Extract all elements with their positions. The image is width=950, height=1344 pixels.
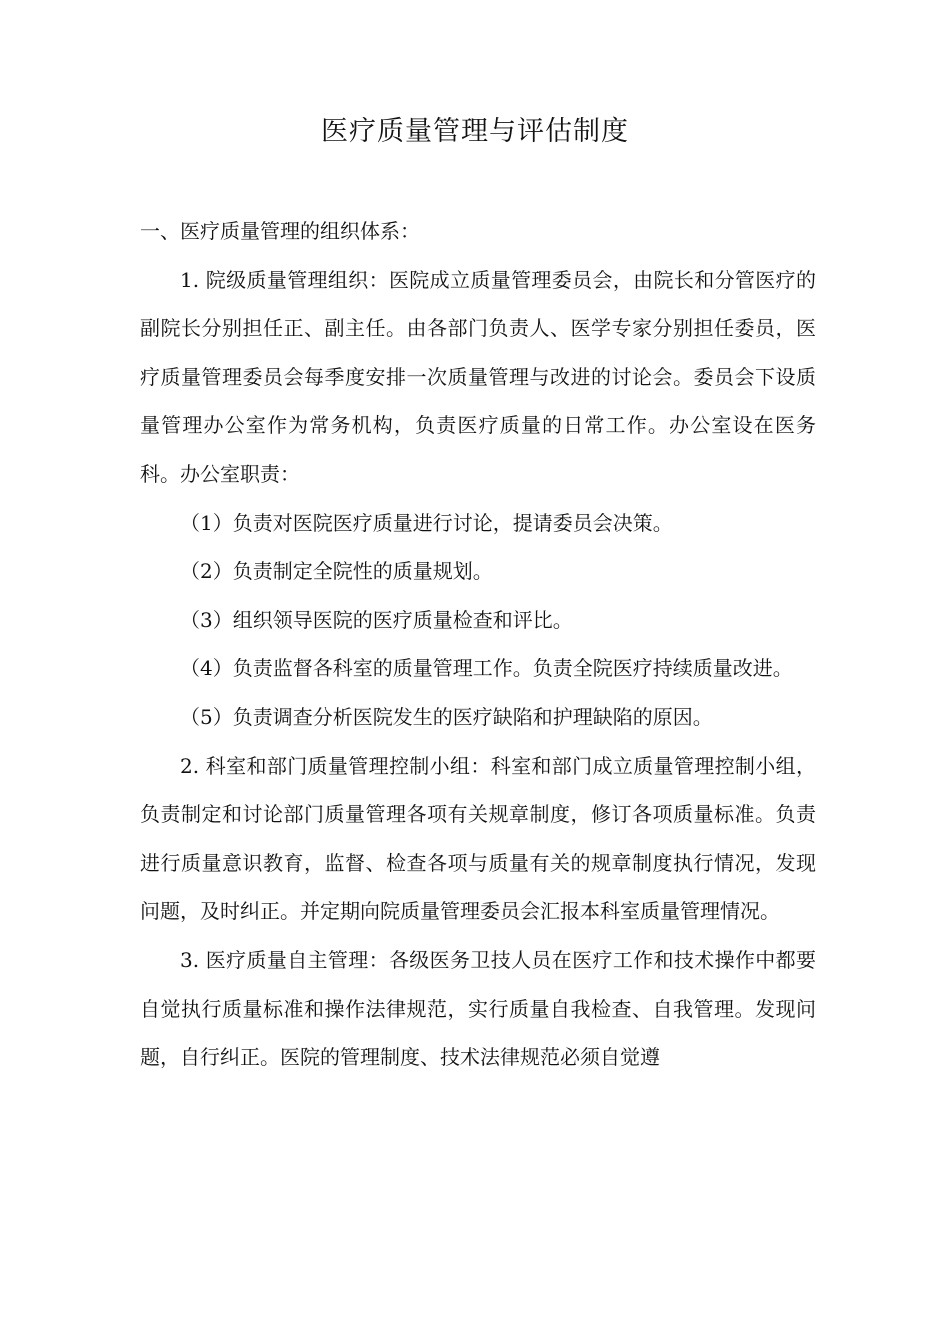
- page-title: 医疗质量管理与评估制度: [321, 116, 629, 147]
- duty-item-5: （5）负责调查分析医院发生的医疗缺陷和护理缺陷的原因。: [180, 704, 713, 729]
- document-body: [140, 207, 816, 1082]
- paragraph-item-2: 2. 科室和部门质量管理控制小组：科室和部门成立质量管理控制小组，负责制定和讨论部门质量管理各项有关规章制度，修订各项质量标准。负责进行质量意识教育，监督、检查各项与质量有关的规章制度执行情况，发现问题，及时纠正。并定期向院质量管理委员会汇报本科室质量管理情况。: [140, 753, 816, 924]
- section-heading: 一、医疗质量管理的组织体系：: [140, 219, 420, 243]
- duty-item-4: （4）负责监督各科室的质量管理工作。负责全院医疗持续质量改进。: [180, 656, 793, 681]
- duty-item-1: （1）负责对医院医疗质量进行讨论，提请委员会决策。: [180, 510, 673, 535]
- duty-item-3: （3）组织领导医院的医疗质量检查和评比。: [180, 607, 573, 632]
- paragraph-item-3: 3. 医疗质量自主管理：各级医务卫技人员在医疗工作和技术操作中都要自觉执行质量标准和操作法律规范，实行质量自我检查、自我管理。发现问题，自行纠正。医院的管理制度、技术法律规范必须自觉遵: [140, 947, 816, 1070]
- duty-item-2: （2）负责制定全院性的质量规划。: [180, 559, 493, 584]
- paragraph-item-1: 1. 院级质量管理组织：医院成立质量管理委员会，由院长和分管医疗的副院长分别担任正、副主任。由各部门负责人、医学专家分别担任委员，医疗质量管理委员会每季度安排一次质量管理与改进的讨论会。委员会下设质量管理办公室作为常务机构，负责医疗质量的日常工作。办公室设在医务科。办公室职责：: [140, 267, 816, 486]
